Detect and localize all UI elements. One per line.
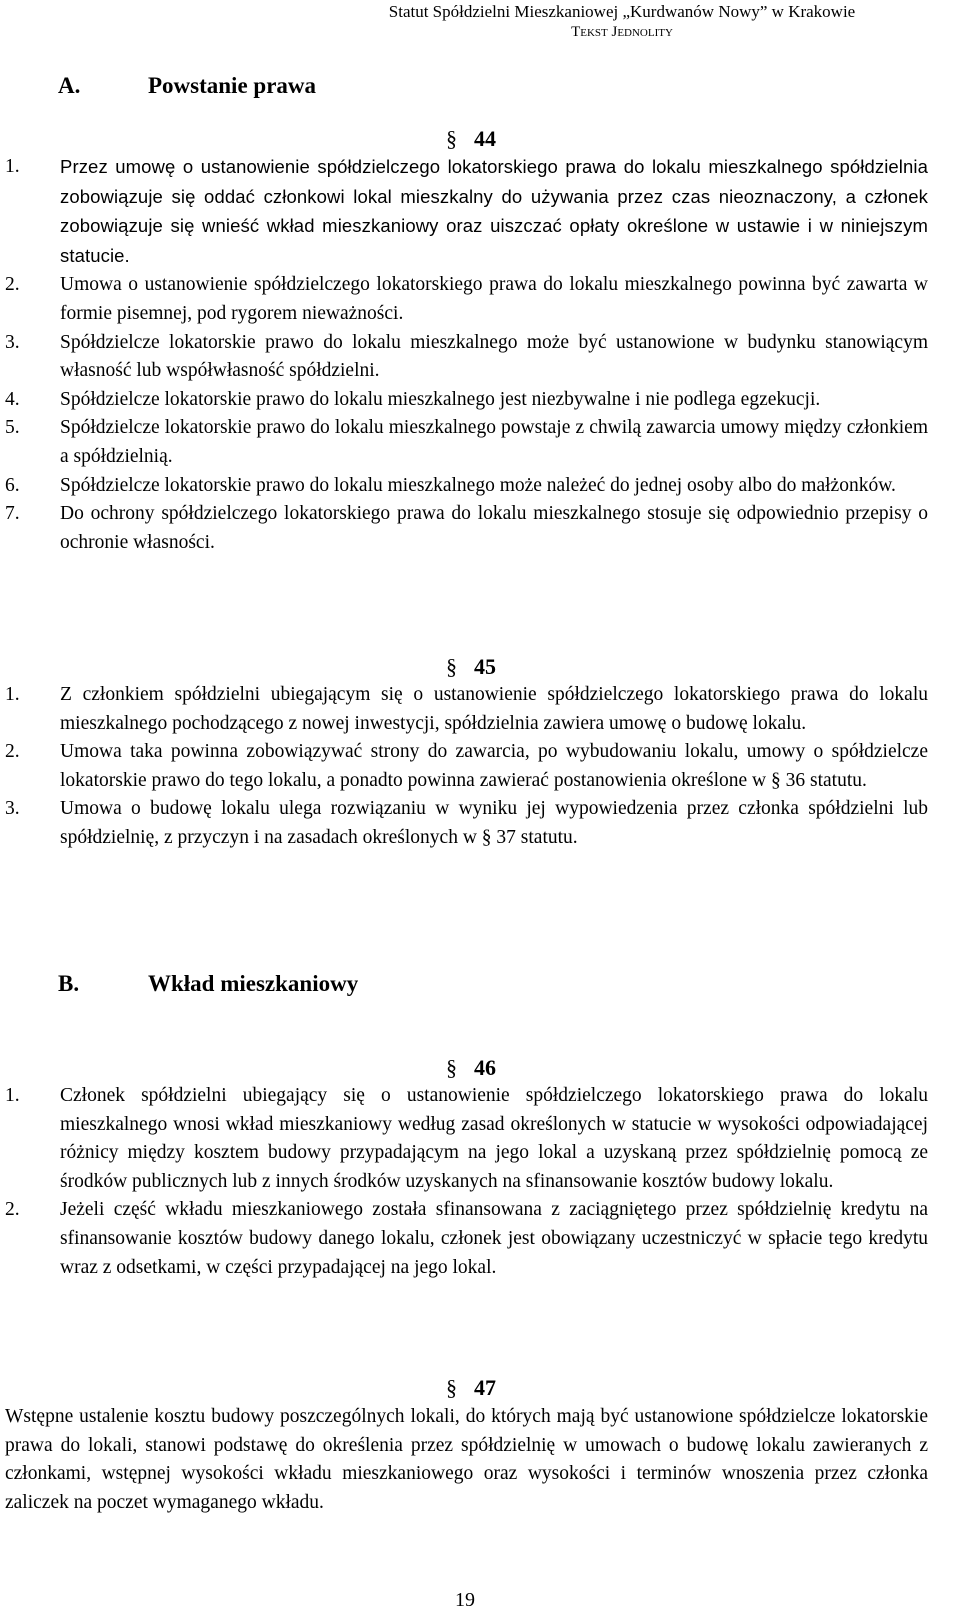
section-sign: § <box>446 1055 457 1080</box>
section-sign: § <box>446 126 457 151</box>
paragraph-number: 45 <box>474 654 496 679</box>
item-text: Spółdzielcze lokatorskie prawo do lokalu mieszkalnego może być ustanowione w budynku stanowiącym własność lub współwłasność spółdzielni. <box>60 331 928 382</box>
section-sign: § <box>446 654 457 679</box>
paragraph-number: 47 <box>474 1375 496 1400</box>
item-number: 4. <box>5 388 20 410</box>
list-item <box>0 500 960 557</box>
paragraph-47-text: Wstępne ustalenie kosztu budowy poszczególnych lokali, do których mają być ustanowione spółdzielcze lokatorskie prawa do lokali, stanowi podstawę do określenia przez spółdzielnię w umowach o budowę lokalu zawieranych z członkami, wstępnej wysokości wkładu mieszkaniowego oraz wysokości i terminów wnoszenia przez członka zaliczek na poczet wymaganego wkładu. <box>5 1406 928 1513</box>
item-number: 3. <box>5 798 20 820</box>
item-text: Spółdzielcze lokatorskie prawo do lokalu mieszkalnego może należeć do jednej osoby albo do małżonków. <box>60 474 896 496</box>
item-number: 5. <box>5 417 20 439</box>
section-letter: B. <box>58 971 80 996</box>
list-item <box>0 681 960 738</box>
item-text: Przez umowę o ustanowienie spółdzielczego lokatorskiego prawa do lokalu mieszkalnego spółdzielnia zobowiązuje się oddać członkowi lokal mieszkalny do używania przez czas nieoznaczony, a członek zobowiązuje się wnieść wkład mieszkaniowy oraz uiszczać opłaty określone w ustawie i w niniejszym statucie. <box>60 156 928 266</box>
list-item <box>0 329 960 386</box>
item-number: 1. <box>5 1085 20 1106</box>
running-header <box>322 2 922 42</box>
section-title: Powstanie prawa <box>148 73 317 98</box>
list-item <box>0 386 960 415</box>
paragraph-44-items <box>0 153 960 557</box>
list-item <box>0 1196 960 1282</box>
paragraph-heading-46 <box>446 1055 496 1081</box>
item-text: Do ochrony spółdzielczego lokatorskiego prawa do lokalu mieszkalnego stosuje się odpowiednio przepisy o ochronie własności. <box>60 503 928 553</box>
section-heading-a <box>58 72 316 100</box>
item-text: Umowa o budowę lokalu ulega rozwiązaniu w wyniku jej wypowiedzenia przez członka spółdzielni lub spółdzielnię, z przyczyn i na zasadach określonych w § 37 statutu. <box>60 798 928 848</box>
item-number: 2. <box>5 1199 20 1221</box>
paragraph-number: 44 <box>474 126 496 151</box>
item-text: Umowa o ustanowienie spółdzielczego lokatorskiego prawa do lokalu mieszkalnego powinna być zawarta w formie pisemnej, pod rygorem nieważności. <box>60 274 928 324</box>
list-item <box>0 1082 960 1196</box>
item-number: 6. <box>5 474 20 496</box>
item-text: Z członkiem spółdzielni ubiegającym się o ustanowienie spółdzielczego lokatorskiego prawa do lokalu mieszkalnego pochodzącego z nowej inwestycji, spółdzielnia zawiera umowę o budowę lokalu. <box>60 684 928 734</box>
item-text: Jeżeli część wkładu mieszkaniowego została sfinansowana z zaciągniętego przez spółdzielnię kredytu na sfinansowanie kosztów budowy danego lokalu, członek jest obowiązany uczestniczyć w spłacie tego kredytu wraz z odsetkami, w części przypadającej na jego lokal. <box>60 1199 928 1278</box>
item-text: Członek spółdzielni ubiegający się o ustanowienie spółdzielczego lokatorskiego prawa do lokalu mieszkalnego wnosi wkład mieszkaniowy według zasad określonych w statucie w wysokości odpowiadającej różnicy między kosztem budowy przypadającym na jego lokal a uzyskaną przez spółdzielnię pomocą ze środków publicznych lub z innych środków uzyskanych na sfinansowanie kosztów budowy lokalu. <box>60 1085 928 1192</box>
paragraph-number: 46 <box>474 1055 496 1080</box>
section-sign: § <box>446 1375 457 1400</box>
item-number: 2. <box>5 741 20 763</box>
list-item <box>0 795 960 852</box>
header-consolidated-text: Tekst Jednolity <box>571 24 673 40</box>
item-number: 3. <box>5 331 20 353</box>
list-item <box>0 271 960 328</box>
list-item <box>0 472 960 501</box>
paragraph-46-items <box>0 1082 960 1282</box>
paragraph-heading-44 <box>446 126 496 152</box>
item-number: 1. <box>5 156 20 177</box>
paragraph-heading-45 <box>446 654 496 680</box>
section-title: Wkład mieszkaniowy <box>148 971 359 996</box>
list-item <box>0 414 960 471</box>
section-heading-b <box>58 970 358 998</box>
page-number: 19 <box>455 1589 475 1611</box>
item-text: Spółdzielcze lokatorskie prawo do lokalu mieszkalnego powstaje z chwilą zawarcia umowy między członkiem a spółdzielnią. <box>60 417 928 467</box>
item-text: Umowa taka powinna zobowiązywać strony do zawarcia, po wybudowaniu lokalu, umowy o spółdzielcze lokatorskie prawo do tego lokalu, a ponadto powinna zawierać postanowienia określone w § 36 statutu. <box>60 741 928 791</box>
item-number: 1. <box>5 684 20 705</box>
paragraph-45-items <box>0 681 960 853</box>
list-item <box>0 153 960 271</box>
item-number: 7. <box>5 503 20 525</box>
section-letter: A. <box>58 73 81 98</box>
item-number: 2. <box>5 274 20 296</box>
paragraph-heading-47 <box>446 1375 496 1401</box>
item-text: Spółdzielcze lokatorskie prawo do lokalu mieszkalnego jest niezbywalne i nie podlega egzekucji. <box>60 388 821 410</box>
header-statute-title: Statut Spółdzielni Mieszkaniowej „Kurdwanów Nowy” w Krakowie <box>388 2 856 21</box>
list-item <box>0 738 960 795</box>
